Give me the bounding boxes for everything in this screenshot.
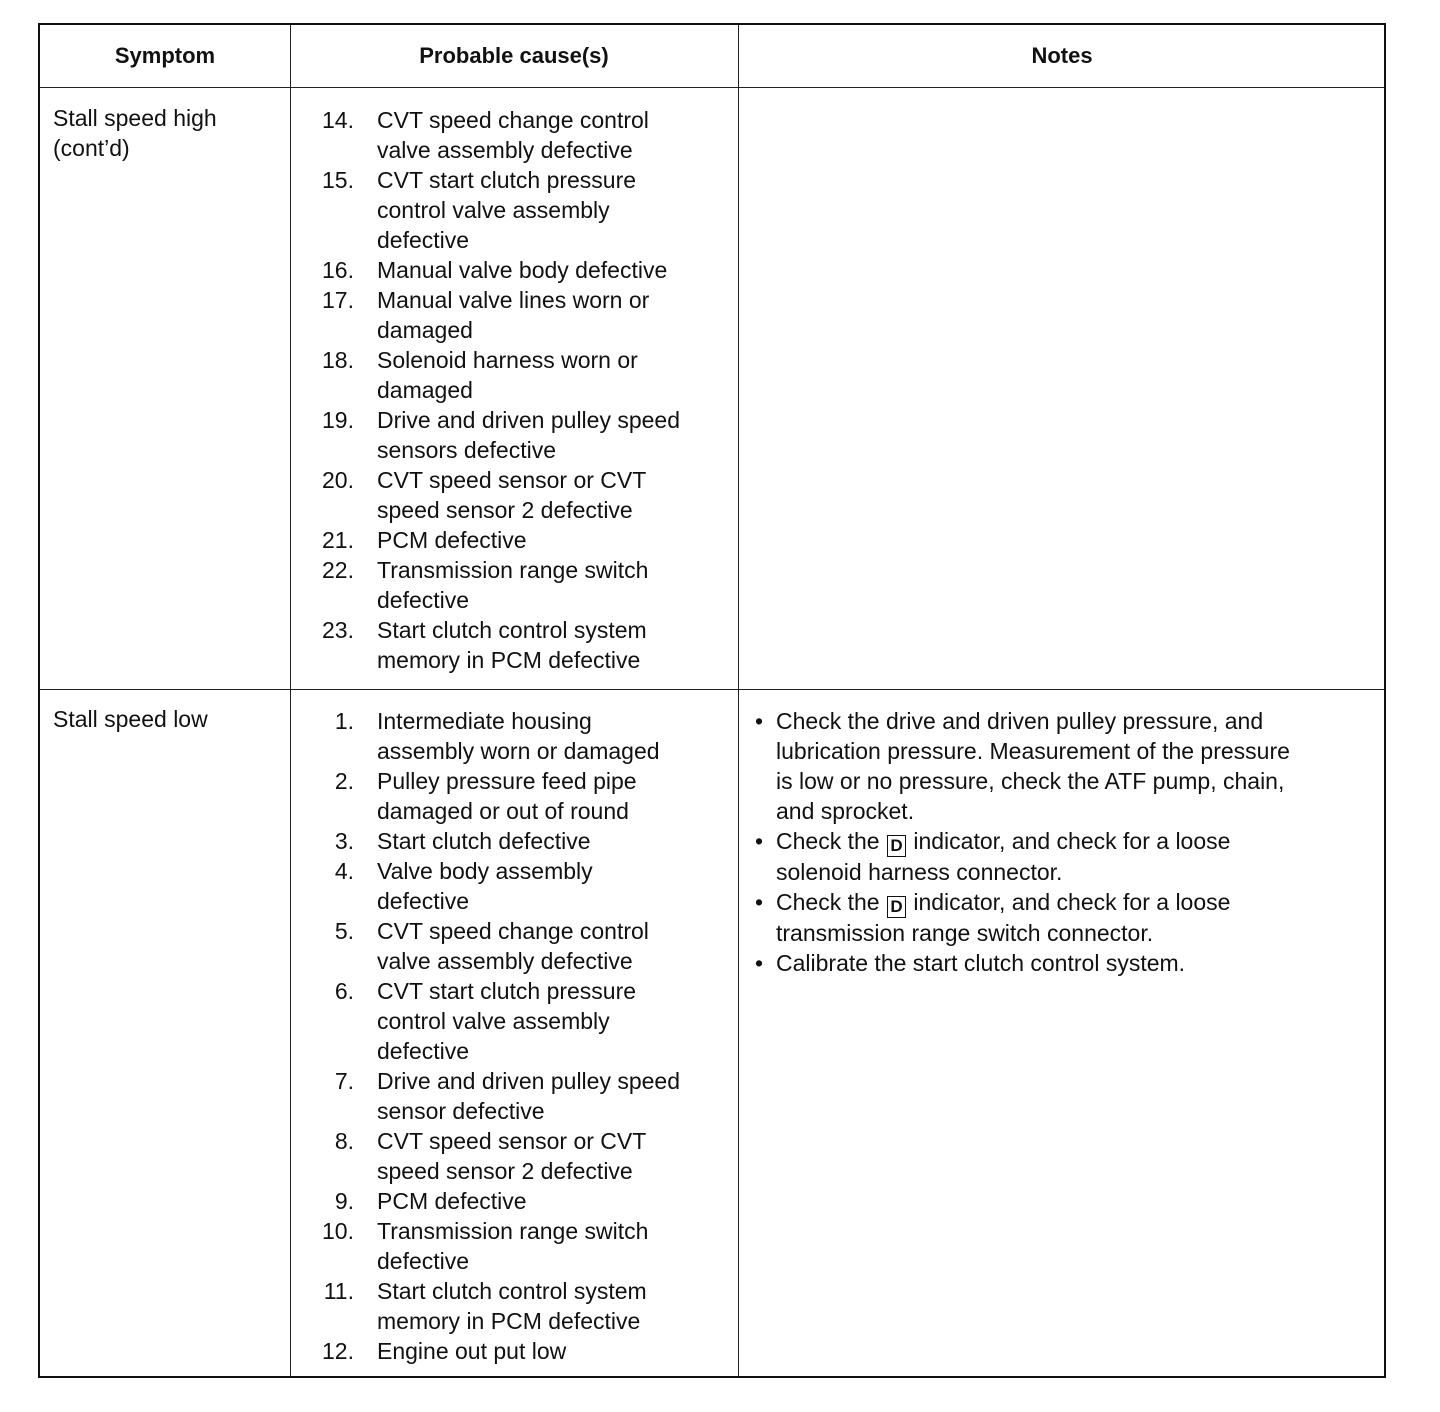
cause-item [290, 105, 738, 165]
cause-text: defective [377, 888, 470, 914]
cause-text: Manual valve body defective [377, 257, 668, 283]
cause-text: damaged [377, 377, 473, 403]
cause-list [290, 706, 738, 1366]
cause-number: 10. [322, 1218, 354, 1244]
cause-number: 16. [322, 257, 354, 283]
note-item [738, 826, 1378, 887]
note-text: Calibrate the start clutch control system. [776, 950, 1186, 976]
cause-text: control valve assembly [377, 197, 610, 223]
cause-number: 20. [322, 467, 354, 493]
cause-number: 1. [334, 708, 354, 734]
troubleshooting-table [38, 23, 1386, 1378]
note-item [738, 887, 1378, 948]
cause-number: 11. [323, 1278, 354, 1304]
cause-text: Valve body assembly [377, 858, 593, 884]
notes-list [738, 706, 1378, 978]
note-text: Check the [776, 828, 880, 854]
cause-item [290, 555, 738, 615]
cause-text: damaged [377, 317, 473, 343]
row-divider [40, 689, 1384, 690]
cause-item [290, 916, 738, 976]
cause-item [290, 255, 738, 285]
cause-item [290, 615, 738, 675]
cause-item [290, 405, 738, 465]
cause-number: 18. [322, 347, 354, 373]
bullet-icon: • [755, 889, 764, 915]
bullet-icon: • [755, 828, 764, 854]
note-item [738, 948, 1378, 978]
cause-number: 7. [334, 1068, 354, 1094]
cause-item [290, 465, 738, 525]
cause-number: 12. [322, 1338, 354, 1364]
cause-text: Engine out put low [377, 1338, 567, 1364]
cause-list [290, 105, 738, 675]
symptom-cell [53, 704, 283, 734]
cause-item [290, 285, 738, 345]
symptom-text: (cont’d) [53, 135, 130, 161]
cause-number: 6. [334, 978, 354, 1004]
cause-number: 17. [322, 287, 354, 313]
cause-text: speed sensor 2 defective [377, 497, 633, 523]
cause-text: defective [377, 227, 470, 253]
cause-text: sensors defective [377, 437, 556, 463]
cause-text: CVT speed change control [377, 918, 649, 944]
cause-number: 2. [334, 768, 354, 794]
symptom-cell [53, 103, 283, 163]
note-text [776, 887, 1378, 918]
bullet-icon: • [755, 708, 764, 734]
cause-item [290, 1186, 738, 1216]
cause-text: sensor defective [377, 1098, 545, 1124]
cause-text: defective [377, 1248, 470, 1274]
cause-text: Manual valve lines worn or [377, 287, 650, 313]
cause-text: PCM defective [377, 1188, 527, 1214]
note-text: solenoid harness connector. [776, 859, 1063, 885]
cause-text: speed sensor 2 defective [377, 1158, 633, 1184]
note-text: and sprocket. [776, 798, 915, 824]
cause-text: Drive and driven pulley speed [377, 1068, 681, 1094]
cause-number: 15. [322, 167, 354, 193]
cause-text: Transmission range switch [377, 557, 649, 583]
cause-number: 21. [322, 527, 354, 553]
note-text: is low or no pressure, check the ATF pump, chain, [776, 768, 1285, 794]
cause-item [290, 165, 738, 255]
cause-number: 4. [334, 858, 354, 884]
cause-item [290, 766, 738, 826]
cause-text: CVT start clutch pressure [377, 167, 637, 193]
cause-item [290, 1216, 738, 1276]
cause-text: PCM defective [377, 527, 527, 553]
cause-text: memory in PCM defective [377, 1308, 641, 1334]
symptom-text: Stall speed low [53, 706, 208, 732]
cause-text: Start clutch defective [377, 828, 591, 854]
cause-text: CVT speed change control [377, 107, 649, 133]
note-text [776, 826, 1378, 857]
cause-text: Solenoid harness worn or [377, 347, 638, 373]
cause-text: CVT start clutch pressure [377, 978, 637, 1004]
note-text: indicator, and check for a loose [913, 889, 1231, 915]
header-symptom: Symptom [114, 43, 216, 68]
cause-text: defective [377, 1038, 470, 1064]
cause-number: 9. [334, 1188, 354, 1214]
cause-number: 8. [334, 1128, 354, 1154]
note-text: Check the drive and driven pulley pressure, and [776, 708, 1264, 734]
cause-number: 14. [322, 107, 354, 133]
cause-text: valve assembly defective [377, 137, 633, 163]
cause-item [290, 706, 738, 766]
note-text: Check the [776, 889, 880, 915]
cause-text: CVT speed sensor or CVT [377, 467, 647, 493]
cause-item [290, 345, 738, 405]
cause-text: memory in PCM defective [377, 647, 641, 673]
cause-text: control valve assembly [377, 1008, 610, 1034]
cause-text: Start clutch control system [377, 1278, 647, 1304]
header-probable-causes: Probable cause(s) [419, 43, 609, 68]
column-divider [738, 25, 739, 1376]
drive-indicator-icon: D [887, 835, 906, 857]
header-divider [40, 87, 1384, 88]
bullet-icon: • [755, 950, 764, 976]
cause-text: Start clutch control system [377, 617, 647, 643]
cause-text: defective [377, 587, 470, 613]
header-notes: Notes [1031, 43, 1093, 68]
symptom-text: Stall speed high [53, 105, 217, 131]
cause-text: Intermediate housing [377, 708, 592, 734]
cause-text: CVT speed sensor or CVT [377, 1128, 647, 1154]
note-text: transmission range switch connector. [776, 920, 1154, 946]
note-text: lubrication pressure. Measurement of the pressure [776, 738, 1290, 764]
cause-text: valve assembly defective [377, 948, 633, 974]
cause-item [290, 856, 738, 916]
cause-item [290, 1066, 738, 1126]
cause-item [290, 826, 738, 856]
cause-item [290, 1276, 738, 1336]
cause-text: Transmission range switch [377, 1218, 649, 1244]
cause-item [290, 1336, 738, 1366]
cause-number: 19. [322, 407, 354, 433]
cause-number: 22. [322, 557, 354, 583]
cause-number: 3. [334, 828, 354, 854]
cause-item [290, 1126, 738, 1186]
note-item [738, 706, 1378, 826]
cause-number: 23. [322, 617, 354, 643]
drive-indicator-icon: D [887, 896, 906, 918]
cause-text: damaged or out of round [377, 798, 629, 824]
cause-text: Pulley pressure feed pipe [377, 768, 637, 794]
cause-item [290, 976, 738, 1066]
note-text: indicator, and check for a loose [913, 828, 1231, 854]
cause-text: Drive and driven pulley speed [377, 407, 681, 433]
cause-number: 5. [334, 918, 354, 944]
cause-item [290, 525, 738, 555]
cause-text: assembly worn or damaged [377, 738, 660, 764]
